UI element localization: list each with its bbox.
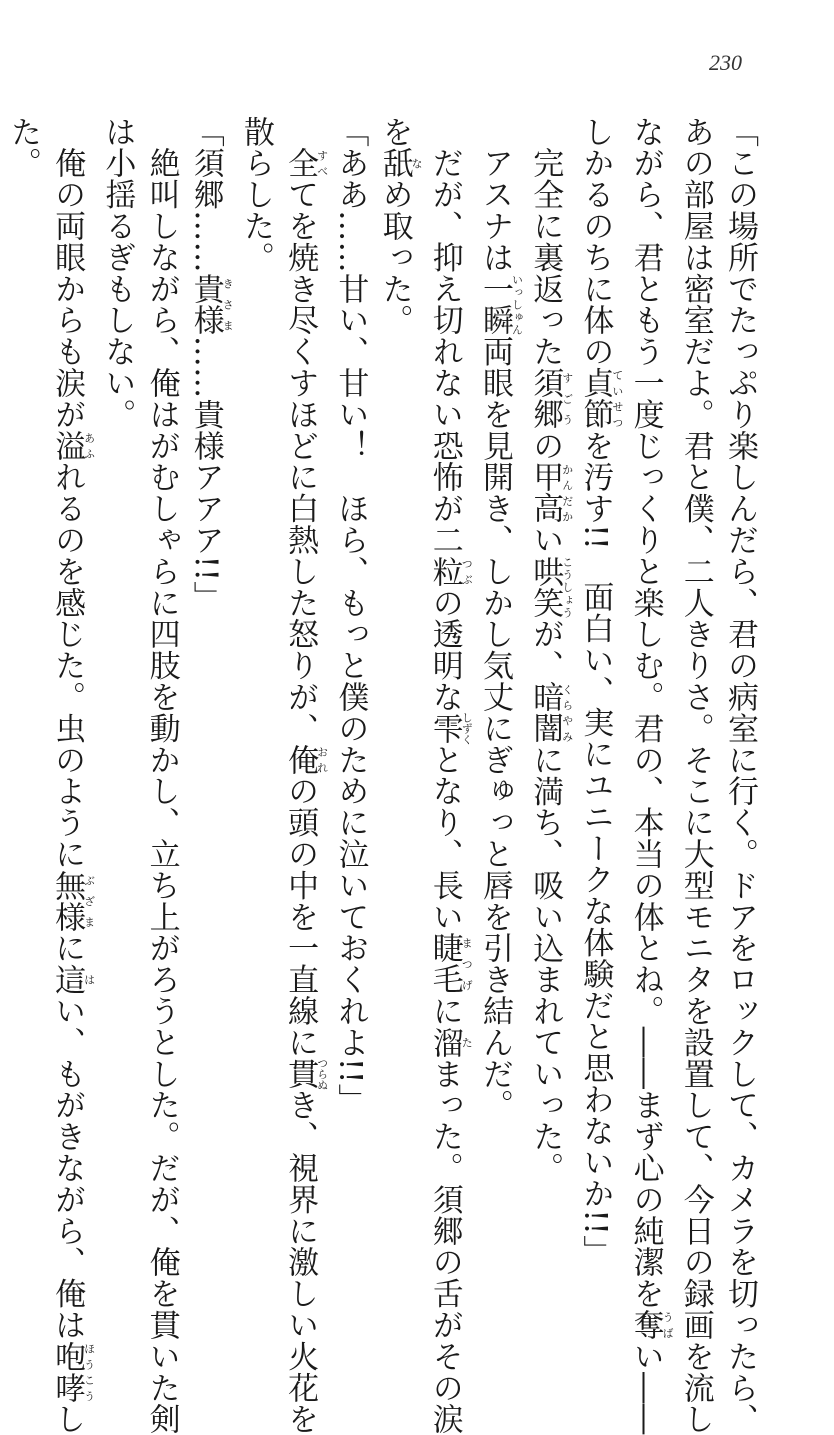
text-segment: い <box>527 524 564 556</box>
text-segment: だが、抑え切れない恐怖が二 <box>426 116 463 556</box>
ruby-annotated-word <box>577 367 624 431</box>
ruby-reading: ほうこう <box>82 1340 96 1404</box>
text-segment: あの部屋は密室だよ。君と僕、二人きりさ。そこに大型モニタを設置して、今日の録画を流し <box>677 116 714 1435</box>
ruby-reading: あふ <box>82 430 96 462</box>
ruby-base: 睫毛 <box>426 932 463 996</box>
text-segment: い、もがきながら、俺は <box>49 995 86 1341</box>
text-segment: を <box>376 116 413 148</box>
ruby-base: 奪 <box>627 1309 664 1341</box>
ruby-annotated-word <box>476 273 524 336</box>
text-segment: き、視界に激しい火花を <box>282 1089 319 1435</box>
ruby-annotated-word <box>527 555 574 619</box>
ruby-reading: た <box>460 1026 474 1059</box>
ruby-base: 溢 <box>49 430 86 462</box>
text-segment: 絶叫しながら、俺はがむしゃらに四肢を動かし、立ち上がろうとした。だが、俺を貫いた剣 <box>143 116 180 1435</box>
ruby-annotated-word <box>49 963 96 996</box>
text-segment: を汚す!! 面白い、実にユニークな体験だと思わないか!!」 <box>577 430 614 1267</box>
text-line <box>623 116 675 1435</box>
ruby-base: 粒 <box>426 555 463 588</box>
ruby-annotated-word <box>376 147 424 179</box>
text-segment: てを焼き尽くすほどに白熱した怒りが、 <box>282 178 319 745</box>
text-segment: 散らした。 <box>237 116 274 273</box>
ruby-base: 全 <box>282 147 319 179</box>
ruby-annotated-word <box>527 461 574 525</box>
text-line <box>573 116 624 1267</box>
ruby-annotated-word <box>426 932 474 996</box>
text-line <box>45 116 96 1435</box>
text-line <box>184 116 234 1136</box>
text-line <box>372 116 422 1136</box>
text-segment: の透明な <box>426 587 463 713</box>
ruby-base: 一瞬 <box>476 273 513 336</box>
ruby-reading: つらぬ <box>315 1057 329 1091</box>
ruby-reading: すごう <box>560 367 574 431</box>
ruby-reading: ぶざま <box>82 869 96 933</box>
ruby-reading: きさま <box>221 273 235 336</box>
ruby-reading: すべ <box>315 147 329 179</box>
ruby-base: 須郷 <box>527 367 564 431</box>
ruby-annotated-word <box>527 367 574 431</box>
text-segment: 俺の両眼からも涙が <box>49 116 86 430</box>
ruby-annotated-word <box>527 681 574 745</box>
text-segment: は小揺るぎもしない。 <box>99 116 136 430</box>
page-number: 230 <box>709 50 742 75</box>
text-segment: 「この場所でたっぷり楽しんだら、君の病室に行く。ドアをロックして、カメラを切ったら、 <box>722 116 758 1435</box>
text-segment: め取った。 <box>376 178 413 336</box>
text-line <box>234 116 278 1136</box>
ruby-base: 貞節 <box>577 367 614 431</box>
text-line <box>0 116 1 1136</box>
text-segment: しかるのちに体の <box>577 116 614 368</box>
ruby-base: 雫 <box>426 711 463 745</box>
text-segment: の <box>527 430 564 462</box>
text-line <box>423 116 474 1435</box>
text-segment: れるのを感じた。虫のように <box>49 461 86 870</box>
text-segment: アスナは <box>476 116 513 273</box>
ruby-annotated-word <box>282 744 329 776</box>
ruby-base: 溜 <box>426 1026 463 1059</box>
ruby-base: 甲高 <box>527 461 564 525</box>
ruby-base: 哄笑 <box>527 555 564 619</box>
ruby-base: 無様 <box>49 869 86 933</box>
text-line <box>139 116 183 1435</box>
ruby-base: 貫 <box>282 1057 319 1091</box>
text-segment: の頭の中を一直線に <box>282 775 319 1059</box>
ruby-annotated-word <box>187 273 235 336</box>
text-segment <box>282 116 318 147</box>
text-segment: 「須郷…… <box>187 116 224 273</box>
text-segment: し <box>49 1403 86 1435</box>
text-segment: に <box>49 932 86 964</box>
ruby-reading: まつげ <box>460 932 474 996</box>
ruby-annotated-word <box>49 430 96 462</box>
text-line <box>523 116 574 1184</box>
text-line <box>473 116 523 1136</box>
text-segment: に満ち、吸い込まれていった。 <box>527 744 564 1184</box>
ruby-reading: しずく <box>460 711 474 745</box>
text-segment: ながら、君ともう一度じっくりと楽しむ。君の、本当の体とね。――まず心の純潔を <box>627 116 664 1310</box>
ruby-reading: うば <box>661 1309 675 1341</box>
ruby-annotated-word <box>627 1309 675 1341</box>
ruby-reading: な <box>410 147 424 179</box>
ruby-reading: は <box>82 963 96 996</box>
ruby-base: 咆哮 <box>49 1340 86 1404</box>
ruby-reading: つぶ <box>460 555 474 587</box>
ruby-annotated-word <box>282 147 329 179</box>
ruby-reading: ていせつ <box>610 367 624 430</box>
text-segment: まった。須郷の舌がその涙 <box>426 1058 463 1435</box>
text-segment: に <box>426 995 463 1027</box>
text-line <box>674 116 718 1435</box>
text-segment: 「ああ……甘い、甘い！ ほら、もっと僕のために泣いておくれよ!!」 <box>332 116 369 1116</box>
text-segment: た。 <box>4 116 41 179</box>
ruby-reading: かんだか <box>560 461 574 525</box>
vertical-text-body <box>0 116 762 1435</box>
ruby-annotated-word <box>426 711 474 745</box>
text-segment: ……貴様アアア!!」 <box>187 335 224 613</box>
text-line <box>278 116 329 1435</box>
ruby-reading: くらやみ <box>560 681 574 745</box>
ruby-base: 暗闇 <box>527 681 564 745</box>
text-segment: となり、長い <box>426 744 463 933</box>
text-segment: が、 <box>527 618 564 682</box>
ruby-base: 貴様 <box>187 273 224 336</box>
text-line <box>718 116 762 1435</box>
ruby-annotated-word <box>282 1057 329 1091</box>
ruby-base: 這 <box>49 963 86 996</box>
text-line <box>95 116 139 1136</box>
text-segment: 完全に裏返った <box>527 116 564 368</box>
text-line <box>328 116 372 1136</box>
ruby-annotated-word <box>426 555 474 588</box>
ruby-annotated-word <box>49 869 96 933</box>
ruby-base: 俺 <box>282 744 319 776</box>
ruby-reading: いっしゅん <box>510 273 524 336</box>
ruby-annotated-word <box>426 1026 474 1059</box>
text-line <box>1 116 45 1136</box>
ruby-annotated-word <box>49 1340 96 1404</box>
ruby-base: 舐 <box>376 147 413 179</box>
ruby-reading: おれ <box>315 744 329 776</box>
ruby-reading: こうしょう <box>560 555 574 619</box>
text-segment: い―― <box>627 1340 664 1435</box>
text-segment: 両眼を見開き、しかし気丈にぎゅっと唇を引き結んだ。 <box>476 335 513 1121</box>
